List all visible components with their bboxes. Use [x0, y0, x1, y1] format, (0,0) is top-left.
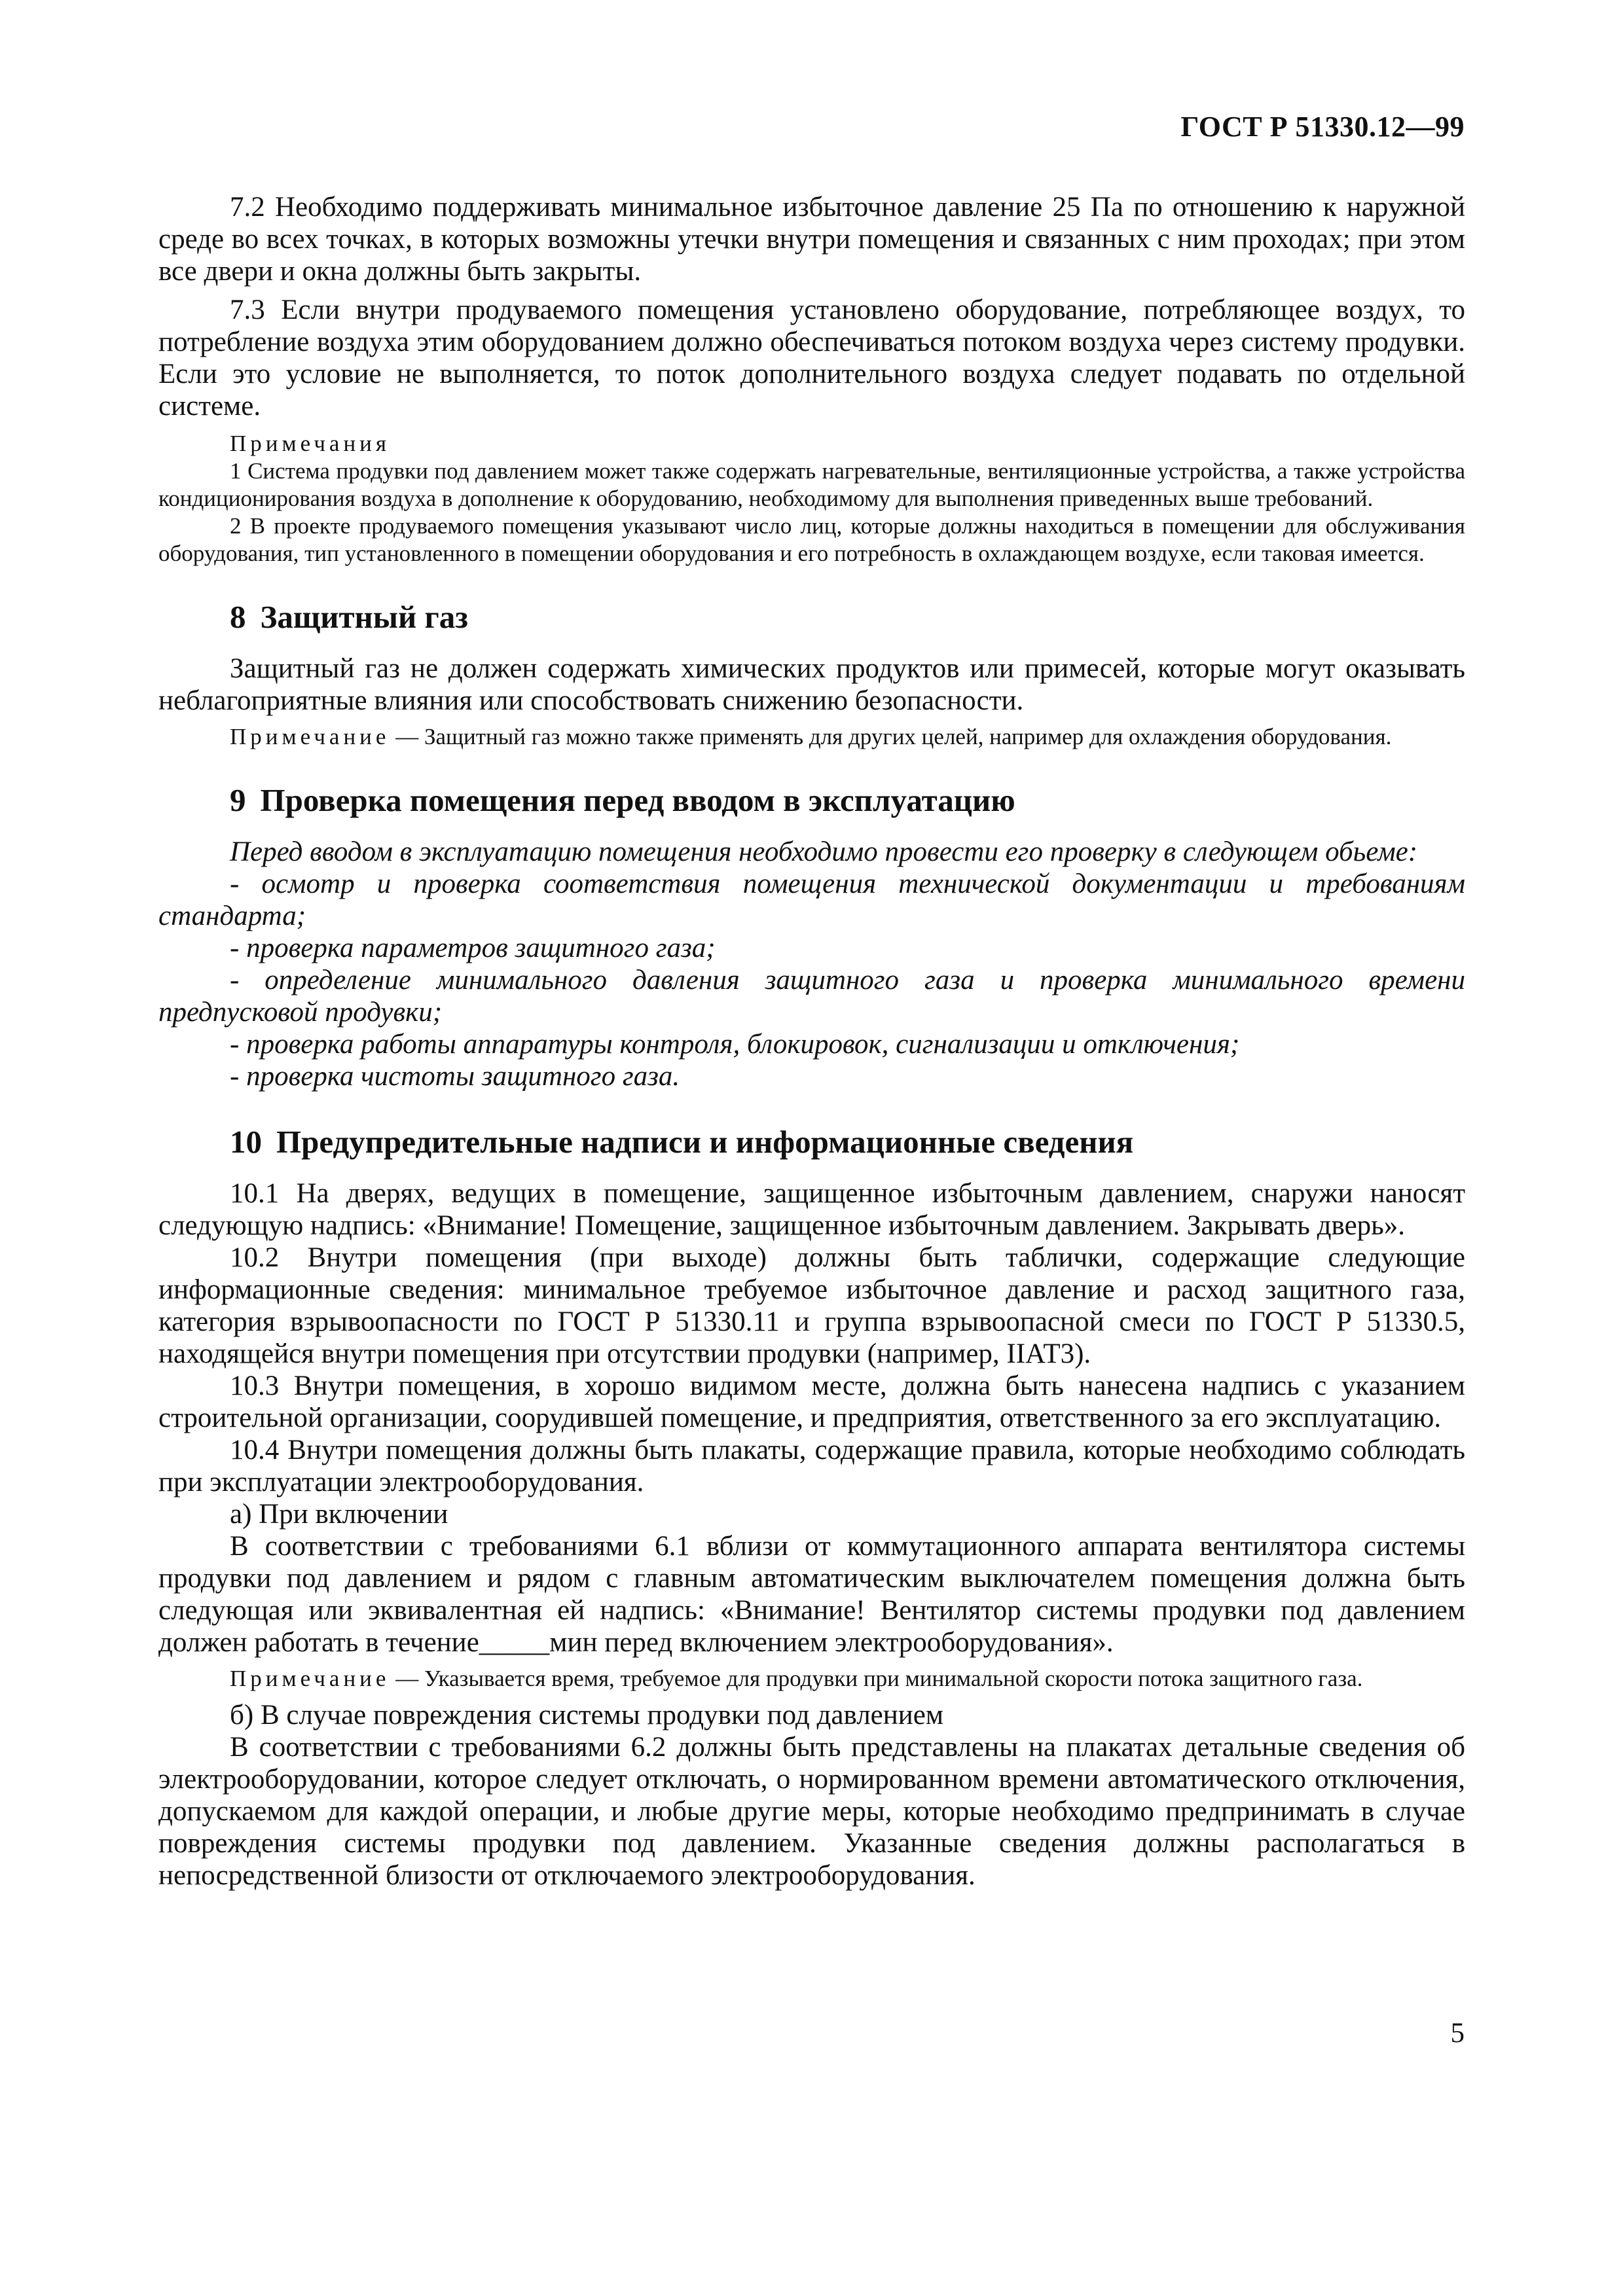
note-label: Примечание — [230, 1666, 390, 1691]
section-number: 8 — [230, 599, 246, 635]
section-9-list-item: - осмотр и проверка соответствия помещения технической документации и требованиям стандарта; — [158, 869, 1465, 931]
item-a-note — [158, 1665, 1465, 1693]
section-10-heading — [158, 1124, 1465, 1160]
section-8-paragraph: Защитный газ не должен содержать химических продуктов или примесей, которые могут оказывать неблагоприятные влияния или способствовать снижению безопасности. — [158, 653, 1465, 716]
item-a-paragraph: В соответствии с требованиями 6.1 вблизи от коммутационного аппарата вентилятора системы продувки под давлением и рядом с главным автоматическим выключателем помещения должна быть следующая или эквивалентная ей надпись: «Внимание! Вентилятор системы продувки под давлением должен работать в течение_____мин перед включением электрооборудования». — [158, 1531, 1465, 1658]
note-text: — Защитный газ можно также применять для других целей, например для охлаждения оборудования. — [390, 724, 1392, 749]
section-9-intro: Перед вводом в эксплуатацию помещения необходимо провести его проверку в следующем обьеме: — [230, 836, 1418, 867]
paragraph-10-3: 10.3 Внутри помещения, в хорошо видимом месте, должна быть нанесена надпись с указанием строительной организации, соорудившей помещение, и предприятия, ответственного за его эксплуатацию. — [158, 1371, 1465, 1433]
page-number: 5 — [1450, 2018, 1465, 2049]
notes-heading: Примечания — [230, 431, 391, 456]
item-a-heading: а) При включении — [230, 1499, 448, 1530]
paragraph-10-1: 10.1 На дверях, ведущих в помещение, защищенное избыточным давлением, снаружи наносят следующую надпись: «Внимание! Помещение, защищенное избыточным давлением. Закрывать дверь». — [158, 1178, 1465, 1241]
item-b-paragraph: В соответствии с требованиями 6.2 должны быть представлены на плакатах детальные сведения об электрооборудовании, которое следует отключать, о нормированном времени автоматического отключения, допускаемом для каждой операции, и любые другие меры, которые необходимо предпринимать в случае повреждения системы продувки под давлением. Указанные сведения должны располагаться в непосредственной близости от отключаемого электрооборудования. — [158, 1732, 1465, 1891]
item-b-heading: б) В случае повреждения системы продувки под давлением — [230, 1700, 944, 1731]
section-title: Предупредительные надписи и информационные сведения — [276, 1124, 1134, 1160]
page-content — [158, 191, 1465, 1892]
section-9-heading — [158, 782, 1465, 819]
section-9-list-item: - проверка чистоты защитного газа. — [230, 1061, 680, 1092]
section-title: Проверка помещения перед вводом в эксплуатацию — [260, 782, 1015, 818]
section-9-list-item: - определение минимального давления защитного газа и проверка минимального времени предпусковой продувки; — [158, 965, 1465, 1028]
note-text: — Указывается время, требуемое для продувки при минимальной скорости потока защитного газа. — [390, 1666, 1363, 1691]
paragraph-7-3: 7.3 Если внутри продуваемого помещения установлено оборудование, потребляющее воздух, то потребление воздуха этим оборудованием должно обеспечиваться потоком воздуха через систему продувки. Если это условие не выполняется, то поток дополнительного воздуха следует подавать по отдельной системе. — [158, 295, 1465, 422]
section-8-heading — [158, 599, 1465, 636]
section-9-list-item: - проверка работы аппаратуры контроля, блокировок, сигнализации и отключения; — [230, 1029, 1240, 1060]
section-9-list-item: - проверка параметров защитного газа; — [230, 933, 716, 963]
note-label: Примечание — [230, 724, 390, 749]
paragraph-10-4: 10.4 Внутри помещения должны быть плакаты, содержащие правила, которые необходимо соблюдать при эксплуатации электрооборудования. — [158, 1435, 1465, 1498]
section-8-note — [158, 723, 1465, 751]
note-1: 1 Система продувки под давлением может также содержать нагревательные, вентиляционные устройства, а также устройства кондиционирования воздуха в дополнение к оборудованию, необходимому для выполнения приведенных выше требований. — [158, 458, 1465, 511]
section-number: 10 — [230, 1124, 262, 1160]
document-id-header: ГОСТ Р 51330.12—99 — [1180, 111, 1465, 143]
note-2: 2 В проекте продуваемого помещения указывают число лиц, которые должны находиться в помещении для обслуживания оборудования, тип установленного в помещении оборудования и его потребность в охлаждающем воздухе, если таковая имеется. — [158, 513, 1465, 566]
section-title: Защитный газ — [260, 599, 468, 635]
paragraph-7-2: 7.2 Необходимо поддерживать минимальное избыточное давление 25 Па по отношению к наружной среде во всех точках, в которых возможны утечки внутри помещения и связанных с ним проходах; при этом все двери и окна должны быть закрыты. — [158, 192, 1465, 287]
paragraph-10-2: 10.2 Внутри помещения (при выходе) должны быть таблички, содержащие следующие информационные сведения: минимальное требуемое избыточное давление и расход защитного газа, категория взрывоопасности по ГОСТ Р 51330.11 и группа взрывоопасной смеси по ГОСТ Р 51330.5, находящейся внутри помещения при отсутствии продувки (например, IIАТ3). — [158, 1242, 1465, 1369]
section-number: 9 — [230, 782, 246, 818]
